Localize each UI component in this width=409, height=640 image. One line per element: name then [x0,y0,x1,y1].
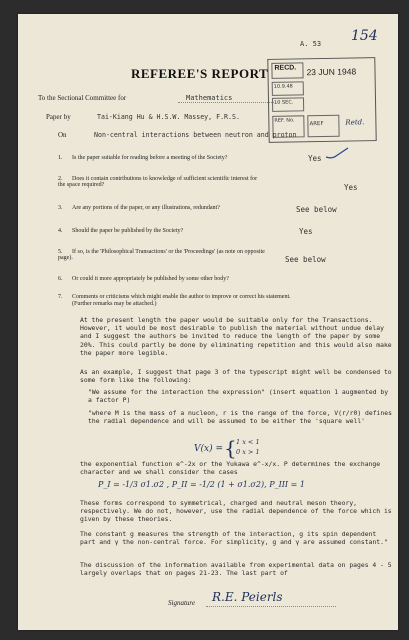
reference-number: A. 53 [300,40,322,48]
to-dotline [178,102,278,103]
comment-paragraph-2: As an example, I suggest that page 3 of the typescript might well be condensed to some form like the following: [80,368,392,385]
question-text: Comments or criticisms which might enable the author to improve or correct his statement. [72,294,291,300]
question-text: Does it contain contributions to knowledge of sufficient scientific interest for the space required? [58,176,258,188]
page-title: REFEREE'S REPORT [131,66,269,81]
paper-value: Tai-Kiang Hu & H.S.W. Massey, F.R.S. [97,113,240,121]
exchange-cases: P_I = -1/3 σ1.σ2 , P_II = -1/2 (1 + σ1.σ2), P_III = 1 [98,480,305,489]
question-3 [58,205,220,211]
comment-paragraph-8: The discussion of the information available from experimental data on pages 4 - 5 largely overlaps that on pages 21-23. The last part of [80,561,392,578]
question-1 [58,155,227,161]
question-4 [58,228,183,234]
question-2 [58,176,258,188]
question-text: If so, is the 'Philosophical Transactions' or the 'Proceedings' (as note on opposite page). [58,249,265,261]
answer-1: Yes [308,154,322,163]
question-text: Or could it more appropriately be published by some other body? [72,276,229,282]
answer-5: See below [285,255,326,264]
comment-paragraph-6: These forms correspond to symmetrical, charged and neutral meson theory, respectively. We do not, however, use the radial dependence of the force which is given by these theories. [80,499,392,524]
signature-value: R.E. Peierls [212,590,283,604]
question-number: 4. [58,228,63,234]
stamp-cell-3: REF. No. [274,117,295,124]
stamp-cell-1: 10.9.48 [273,83,293,90]
on-label: On [58,131,67,139]
on-value: Non-central interactions between neutron and proton [94,131,297,139]
question-7-subtext: (Further remarks may be attached.) [72,301,157,307]
signature-dotline [206,606,336,607]
answer-4: Yes [299,227,313,236]
comment-paragraph-3: "We assume for the interaction the expression" (insert equation 1 augmented by a factor P) [88,388,389,405]
question-number: 7. [58,294,63,300]
question-number: 1. [58,155,63,161]
comment-paragraph-7: The constant g measures the strength of the interaction, g its spin dependent part and γ the non-central force. For simplicity, g and γ are assumed constant." [80,530,388,547]
answer-3: See below [296,205,337,214]
stamp-date: 23 JUN 1948 [306,66,357,78]
stamp-cell-4: AREF [309,120,324,128]
to-label: To the Sectional Committee for [38,94,127,102]
stamp-note: Retd. [345,118,365,127]
comment-paragraph-4: "where M is the mass of a nucleon, r is the range of the force, V(r/r0) defines the radial dependence and will be assumed to be either the 'square well' [88,409,392,426]
comment-paragraph-1: At the present length the paper would be suitable only for the Transactions. However, it would be most desirable to publish the material without undue delay and I suggest the authors be invited to reduce the length of the paper by some 20%. This could partly be done by eliminating repetition and this would also make the paper more legible. [80,316,392,357]
signature-label: Signature [168,599,195,607]
equation-brace: { [224,436,237,460]
to-value: Mathematics [186,94,233,102]
question-number: 2. [58,176,63,182]
equation-case-2: 0 x > 1 [236,448,260,456]
page-number: 154 [351,28,378,44]
stamp-cell-2: 10 SEC. [273,99,294,106]
report-sheet [18,14,398,630]
question-text: Should the paper be published by the Society? [72,228,184,234]
question-5 [58,249,268,261]
question-number: 6. [58,276,63,282]
question-6 [58,276,229,282]
equation-case-1: 1 x < 1 [236,438,260,446]
question-text: Are any portions of the paper, or any illustrations, redundant? [72,205,220,211]
stamp-label: RECD. [274,64,297,72]
comment-paragraph-5: the exponential function e^-2x or the Yukawa e^-x/x. P determines the exchange character and we shall consider the cases [80,460,381,477]
check-mark-icon [324,147,350,161]
paper-label: Paper by [46,113,71,121]
equation-lhs: V(x) = [194,444,223,454]
question-7 [58,294,291,300]
question-number: 3. [58,205,63,211]
answer-2: Yes [344,183,358,192]
question-text: Is the paper suitable for reading before a meeting of the Society? [72,155,228,161]
question-number: 5. [58,249,63,255]
